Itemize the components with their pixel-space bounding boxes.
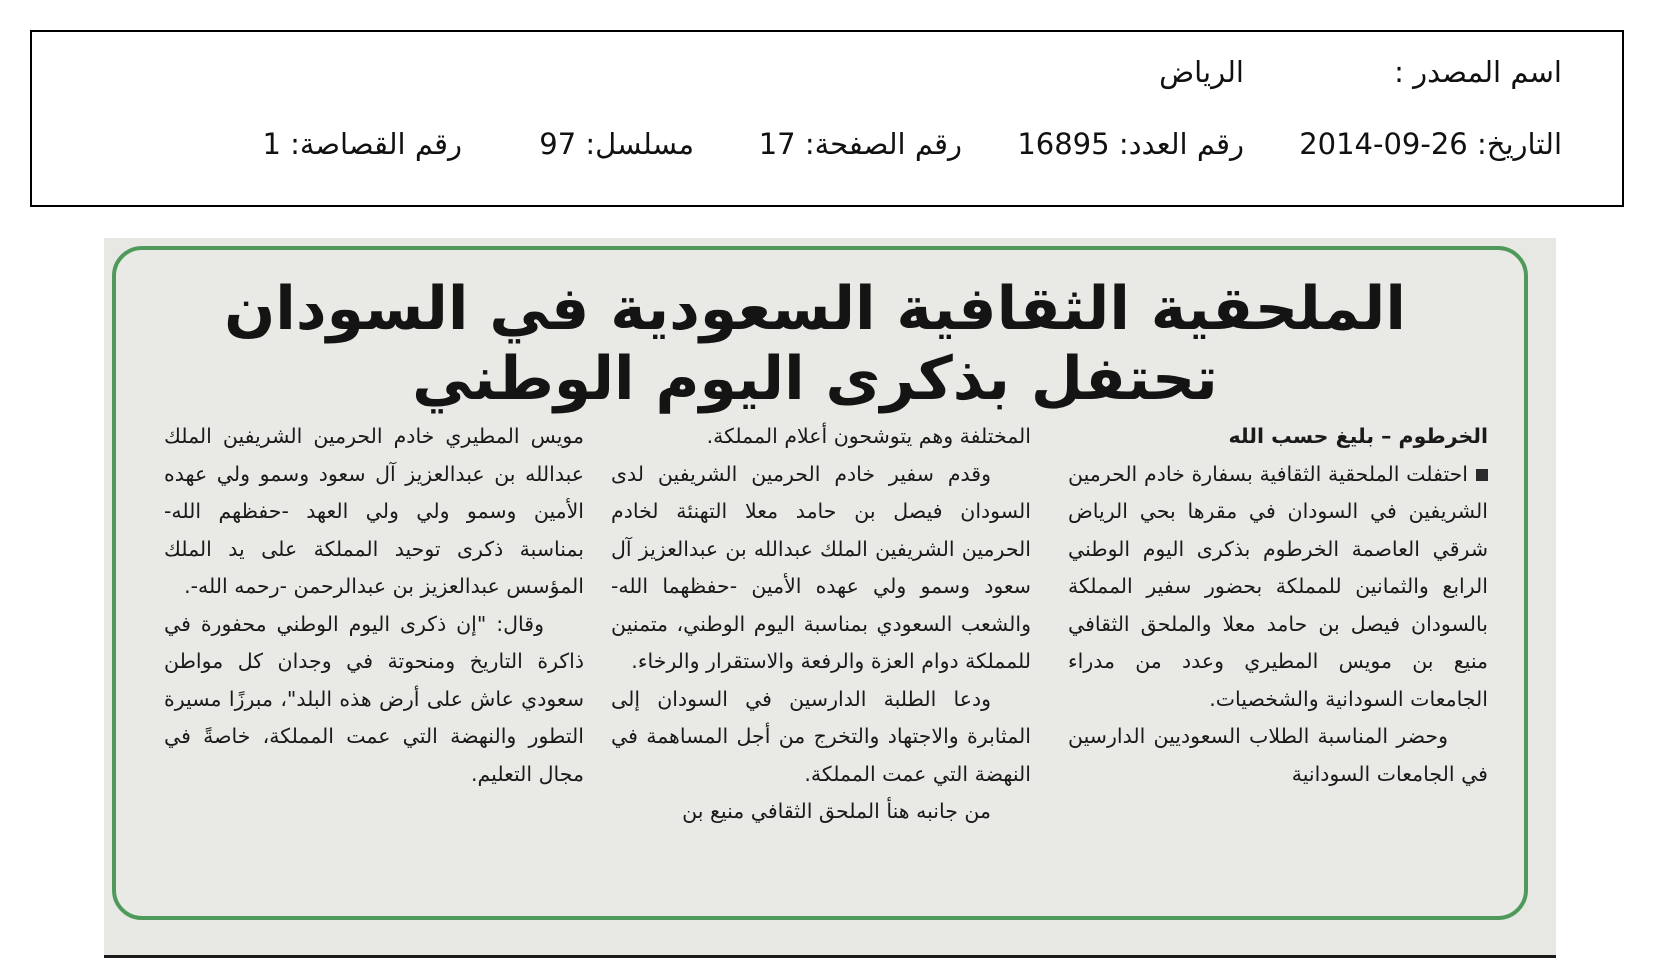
article-columns (156, 418, 1488, 878)
page-value: 17 (758, 127, 796, 161)
article-column-3 (164, 418, 584, 793)
clipping-metadata-box (30, 30, 1624, 207)
page-bottom-rule (104, 955, 1556, 958)
article-byline: الخرطوم – بليغ حسب الله (1228, 424, 1488, 448)
serial-field (539, 124, 694, 164)
article-paragraph: وحضر المناسبة الطلاب السعوديين الدارسين في الجامعات السودانية (1068, 724, 1488, 786)
article-paragraph: ودعا الطلبة الدارسين في السودان إلى المثابرة والاجتهاد والتخرج من أجل المساهمة في النهضة التي عمت المملكة. (611, 686, 1031, 786)
article-paragraph: وقدم سفير خادم الحرمين الشريفين لدى السودان فيصل بن حامد معلا التهنئة لخادم الحرمين الشريفين الملك عبدالله بن عبدالعزيز آل سعود وسمو ولي عهده الأمين -حفظهما الله- والشعب السعودي بمناسبة اليوم الوطني، متمنين للمملكة دوام العزة والرفعة والاستقرار والرخاء. (611, 461, 1031, 673)
article-paragraph: وقال: "إن ذكرى اليوم الوطني محفورة في ذاكرة التاريخ ومنحوتة في وجدان كل مواطن سعودي عاش على أرض هذه البلد"، مبرزًا مسيرة التطور والنهضة التي عمت المملكة، خاصةً في مجال التعليم. (164, 611, 584, 786)
article-frame (112, 246, 1528, 920)
bullet-square-icon (1476, 469, 1488, 481)
issue-field (1017, 124, 1244, 164)
date-value: 2014-09-26 (1299, 127, 1468, 161)
article-paragraph: المختلفة وهم يتوشحون أعلام المملكة. (706, 424, 1031, 448)
newspaper-clipping (104, 238, 1556, 958)
page-field (759, 124, 962, 164)
serial-value: 97 (539, 127, 577, 161)
serial-label: مسلسل: (585, 127, 694, 161)
date-field (1299, 124, 1562, 164)
clip-number-label: رقم القصاصة: (290, 127, 462, 161)
article-headline: الملحقية الثقافية السعودية في السودان تحتفل بذكرى اليوم الوطني (224, 274, 1406, 414)
page-label: رقم الصفحة: (804, 127, 962, 161)
source-label: اسم المصدر : (1394, 55, 1562, 89)
article-paragraph: من جانبه هنأ الملحق الثقافي منيع بن (682, 799, 991, 823)
article-column-1 (1068, 418, 1488, 793)
article-column-2 (611, 418, 1031, 831)
clip-number-value: 1 (262, 127, 281, 161)
clip-number-field (262, 124, 462, 164)
source-value: الرياض (1159, 55, 1244, 89)
issue-value: 16895 (1017, 127, 1110, 161)
date-label: التاريخ: (1476, 127, 1562, 161)
article-paragraph: مويس المطيري خادم الحرمين الشريفين الملك عبدالله بن عبدالعزيز آل سعود وسمو ولي عهده الأمين وسمو ولي ولي العهد -حفظهم الله- بمناسبة ذكرى توحيد المملكة على يد الملك المؤسس عبدالعزيز بن عبدالرحمن -رحمه الله-. (164, 424, 584, 598)
article-paragraph: احتفلت الملحقية الثقافية بسفارة خادم الحرمين الشريفين في السودان في مقرها بحي الرياض شرقي العاصمة الخرطوم بذكرى اليوم الوطني الرابع والثمانين للمملكة بحضور سفير المملكة بالسودان فيصل بن حامد معلا والملحق الثقافي منيع بن مويس المطيري وعدد من مدراء الجامعات السودانية والشخصيات. (1068, 461, 1488, 711)
issue-label: رقم العدد: (1118, 127, 1244, 161)
